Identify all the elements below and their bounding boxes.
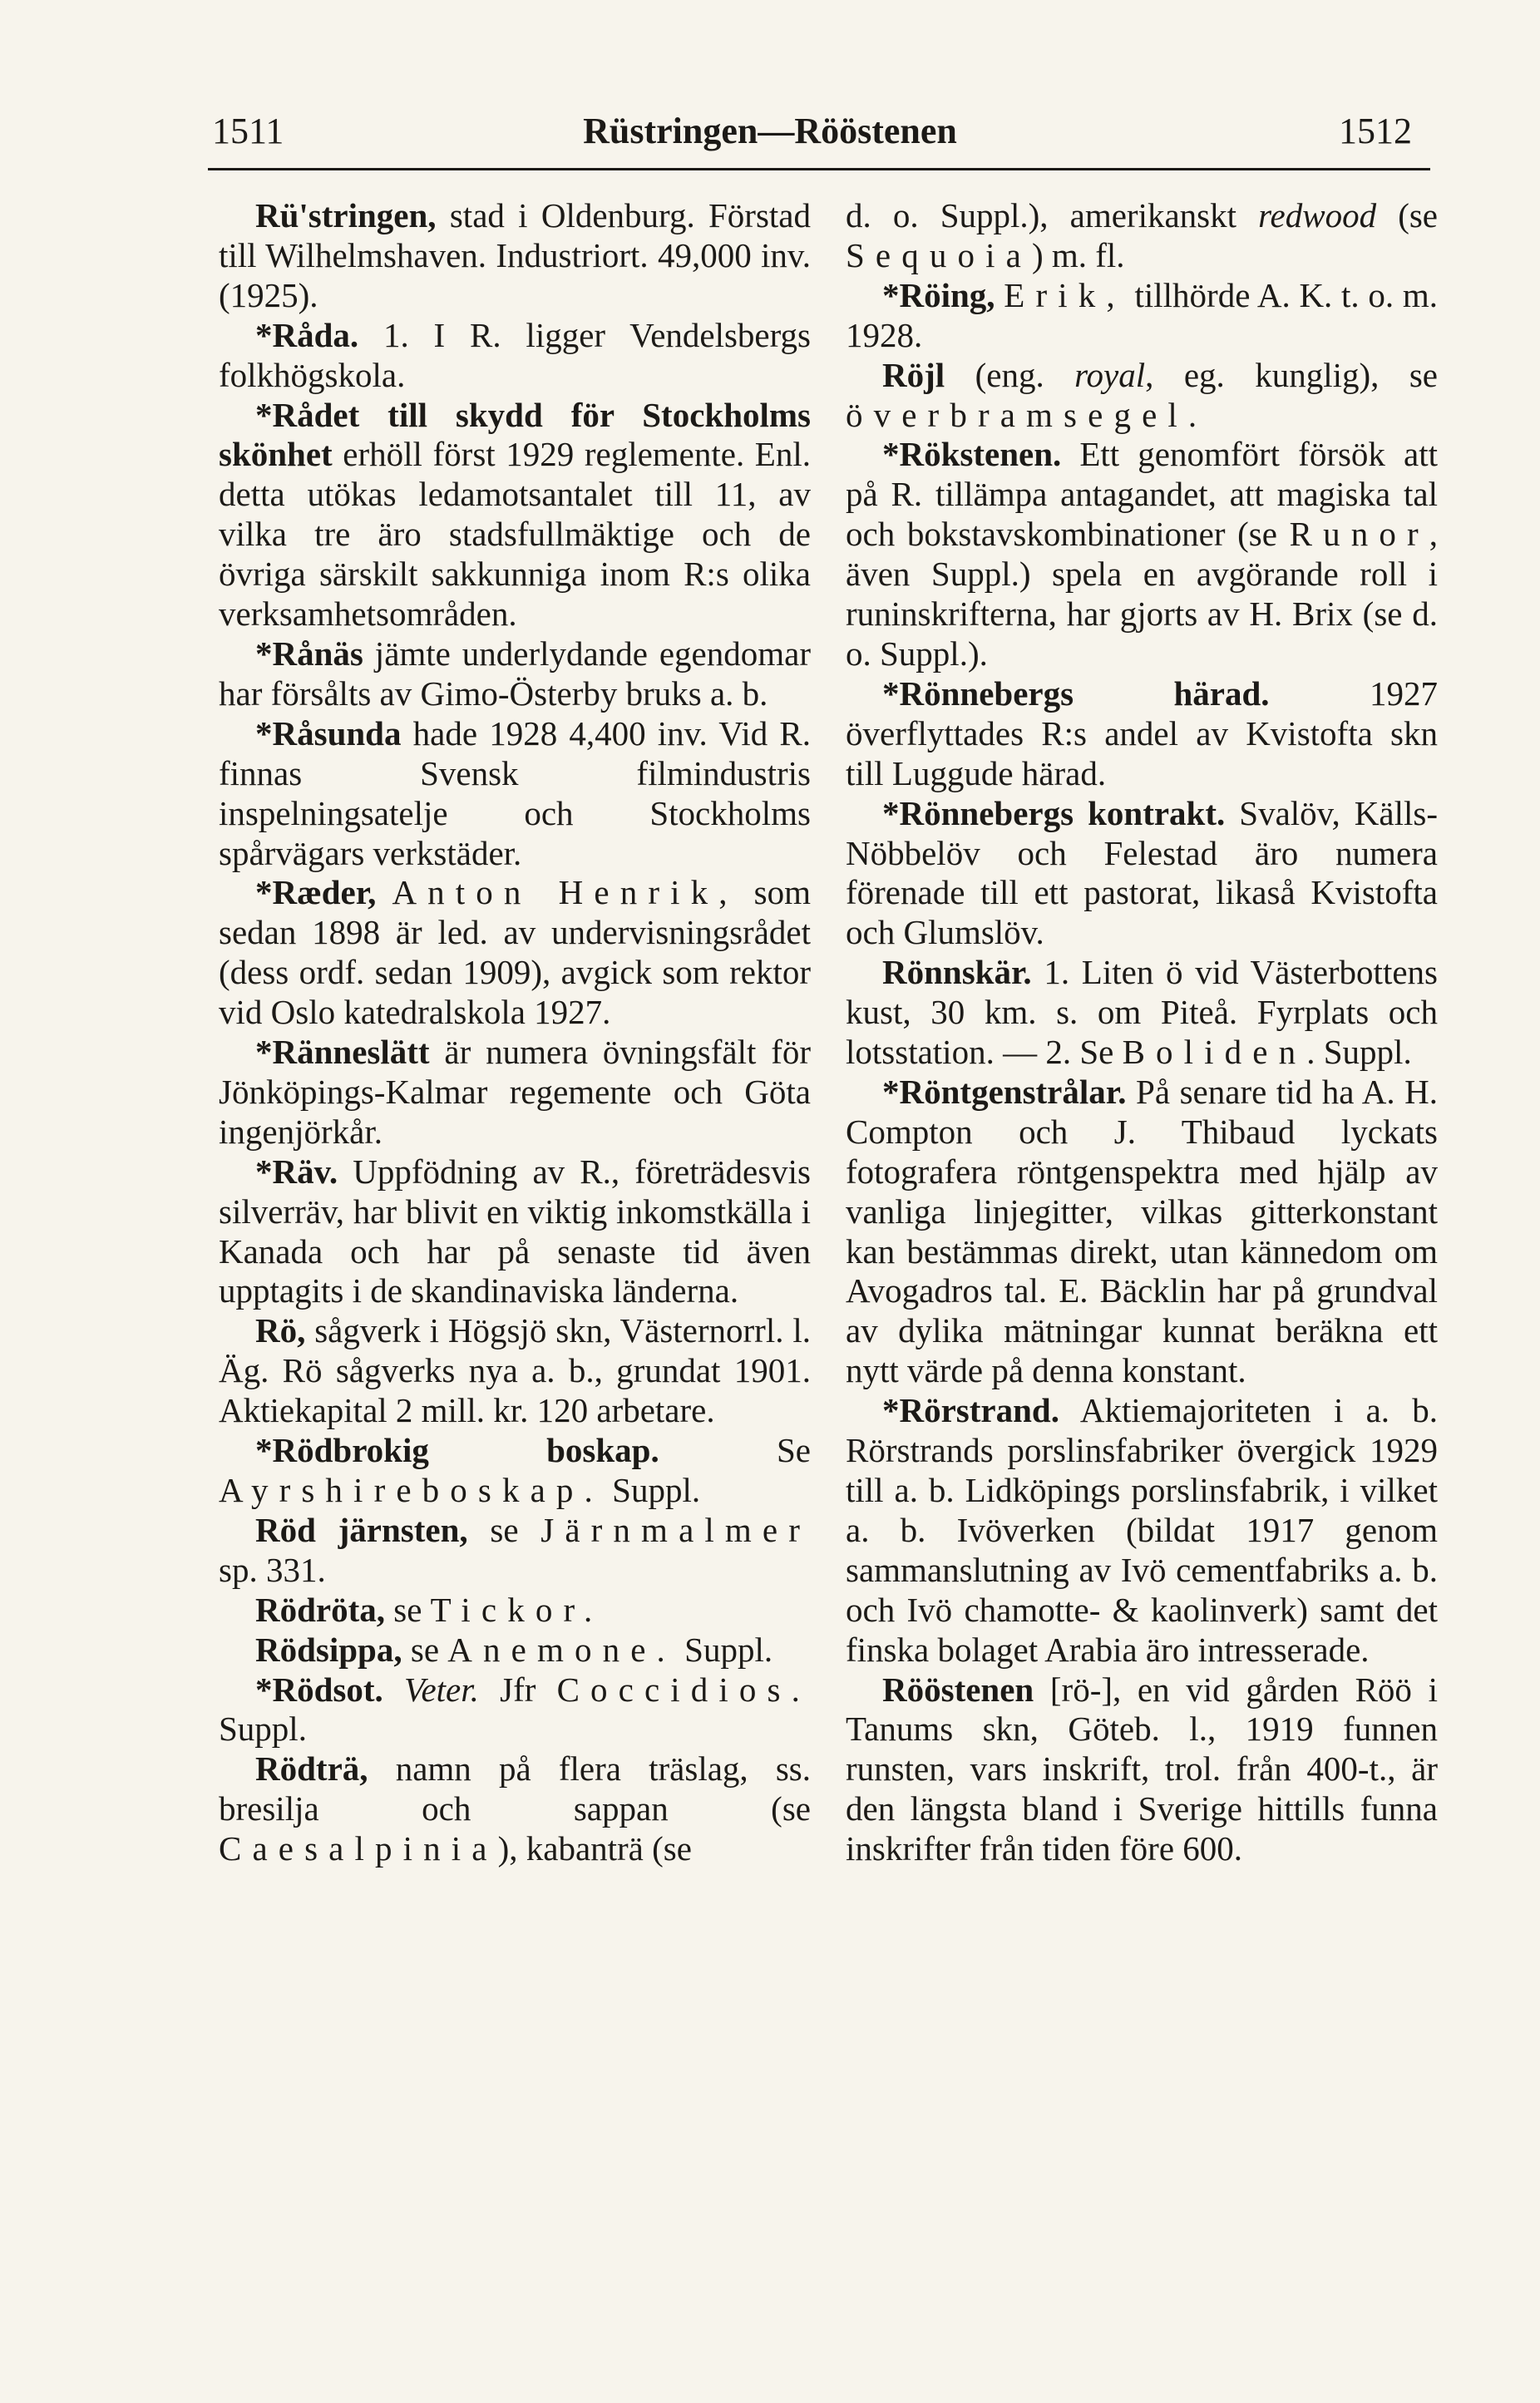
entry-ro: Rö, sågverk i Högsjö skn, Västernorrl. l. Äg. Rö sågverks nya a. b., grundat 1901. Aktiekapital 2 mill. kr. 120 arbetare. bbox=[219, 1311, 811, 1430]
entry-rodsot: *Rödsot. Veter. Jfr Coccidios. Suppl. bbox=[219, 1670, 811, 1749]
entry-rojl: Röjl (eng. royal, eg. kunglig), se överbramsegel. bbox=[846, 355, 1438, 434]
entry-rokstenen: *Rökstenen. Ett genomfört försök att på R. tillämpa antagandet, att magiska tal och bokstavskombinationer (se Runor, även Suppl.) spela en avgörande roll i runinskrifterna, har gjorts av H. Brix (se d. o. Suppl.). bbox=[846, 435, 1438, 673]
entry-radet-till-skydd: *Rådet till skydd för Stockholms skönhet erhöll först 1929 reglemente. Enl. detta utökas ledamotsantalet till 11, av vilka tre äro stadsfullmäktige och de övriga särskilt sakkunniga inom R:s olika verksamhetsområden. bbox=[219, 395, 811, 634]
entry-rontgenstralar: *Röntgenstrålar. På senare tid ha A. H. Compton och J. Thibaud lyckats fotografera röntgenspektra med hjälp av vanliga linjegitter, vilkas gitterkonstant kan bestämmas direkt, utan kännedom om Avogadros tal. E. Bäcklin har på grundval av dylika mätningar kunnat beräkna ett nytt värde på denna konstant. bbox=[846, 1072, 1438, 1390]
entry-ronnebergs-kontrakt: *Rönnebergs kontrakt. Svalöv, Källs-Nöbbelöv och Felestad äro numera förenade till ett pastorat, likaså Kvistofta och Glumslöv. bbox=[846, 793, 1438, 952]
page-header bbox=[0, 0, 1540, 200]
left-column bbox=[219, 196, 811, 1869]
page-number-left: 1511 bbox=[212, 111, 284, 151]
entry-rod-jarnsten: Röd järnsten, se Järnmalmer sp. 331. bbox=[219, 1510, 811, 1589]
right-column bbox=[846, 196, 1438, 1869]
entry-ranas: *Rånäs jämte underlydande egendomar har försålts av Gimo-Österby bruks a. b. bbox=[219, 634, 811, 713]
entry-rorstrand: *Rörstrand. Aktiemajoriteten i a. b. Rörstrands porslinsfabriker övergick 1929 till a. b. Lidköpings porslinsfabrik, i vilket a. b. Ivöverken (bildat 1917 genom sammanslutning av Ivö cementfabriks a. b. och Ivö chamotte- & kaolinverk) samt det finska bolaget Arabia äro intresserade. bbox=[846, 1391, 1438, 1669]
header-rule bbox=[208, 168, 1430, 170]
entry-ronnskar: Rönnskär. 1. Liten ö vid Västerbottens kust, 30 km. s. om Piteå. Fyrplats och lotsstation. — 2. Se Boliden. Suppl. bbox=[846, 953, 1438, 1072]
entry-ronnebergs-harad: *Rönnebergs härad. 1927 överflyttades R:s andel av Kvistofta skn till Luggude härad. bbox=[846, 674, 1438, 792]
entry-rodrota: Rödröta, se Tickor. bbox=[255, 1590, 604, 1629]
entry-rodsippa: Rödsippa, se Anemone. Suppl. bbox=[255, 1630, 773, 1669]
entry-rustringen: Rü'stringen, stad i Oldenburg. Förstad till Wilhelmshaven. Industriort. 49,000 inv. (1925). bbox=[219, 196, 811, 314]
entry-raeder: *Ræder, Anton Henrik, som sedan 1898 är led. av undervisningsrådet (dess ordf. sedan 1909), avgick som rektor vid Oslo katedralskola 1927. bbox=[219, 873, 811, 1032]
entry-rodtra-continued: d. o. Suppl.), amerikanskt redwood (se Sequoia) m. fl. bbox=[846, 196, 1438, 274]
entry-roostenen: Rööstenen [rö-], en vid gården Röö i Tanums skn, Göteb. l., 1919 funnen runsten, vars inskrift, trol. från 400-t., är den längsta bland i Sverige hittills funna inskrifter från tiden före 600. bbox=[846, 1670, 1438, 1868]
entry-rannelatt: *Ränneslätt är numera övningsfält för Jönköpings-Kalmar regemente och Göta ingenjörkår. bbox=[219, 1033, 811, 1151]
entry-roing: *Röing, Erik, tillhörde A. K. t. o. m. 1928. bbox=[846, 275, 1439, 354]
running-title: Rüstringen—Rööstenen bbox=[583, 111, 957, 151]
entry-rav: *Räv. Uppfödning av R., företrädesvis silverräv, har blivit en viktig inkomstkälla i Kanada och har på senaste tid även upptagits i de skandinaviska länderna. bbox=[219, 1152, 811, 1310]
entry-rodbrokig-boskap: *Rödbrokig boskap. Se Ayrshireboskap. Suppl. bbox=[219, 1431, 811, 1509]
page-number-right: 1512 bbox=[1339, 111, 1412, 151]
entry-rodtra: Rödträ, namn på flera träslag, ss. bresilja och sappan (se Caesalpinia), kabanträ (se bbox=[219, 1749, 811, 1868]
entry-rasunda: *Råsunda hade 1928 4,400 inv. Vid R. finnas Svensk filmindustris inspelningsatelje och Stockholms spårvägars verkstäder. bbox=[219, 713, 811, 872]
entry-rada: *Råda. 1. I R. ligger Vendelsbergs folkhögskola. bbox=[219, 315, 811, 394]
